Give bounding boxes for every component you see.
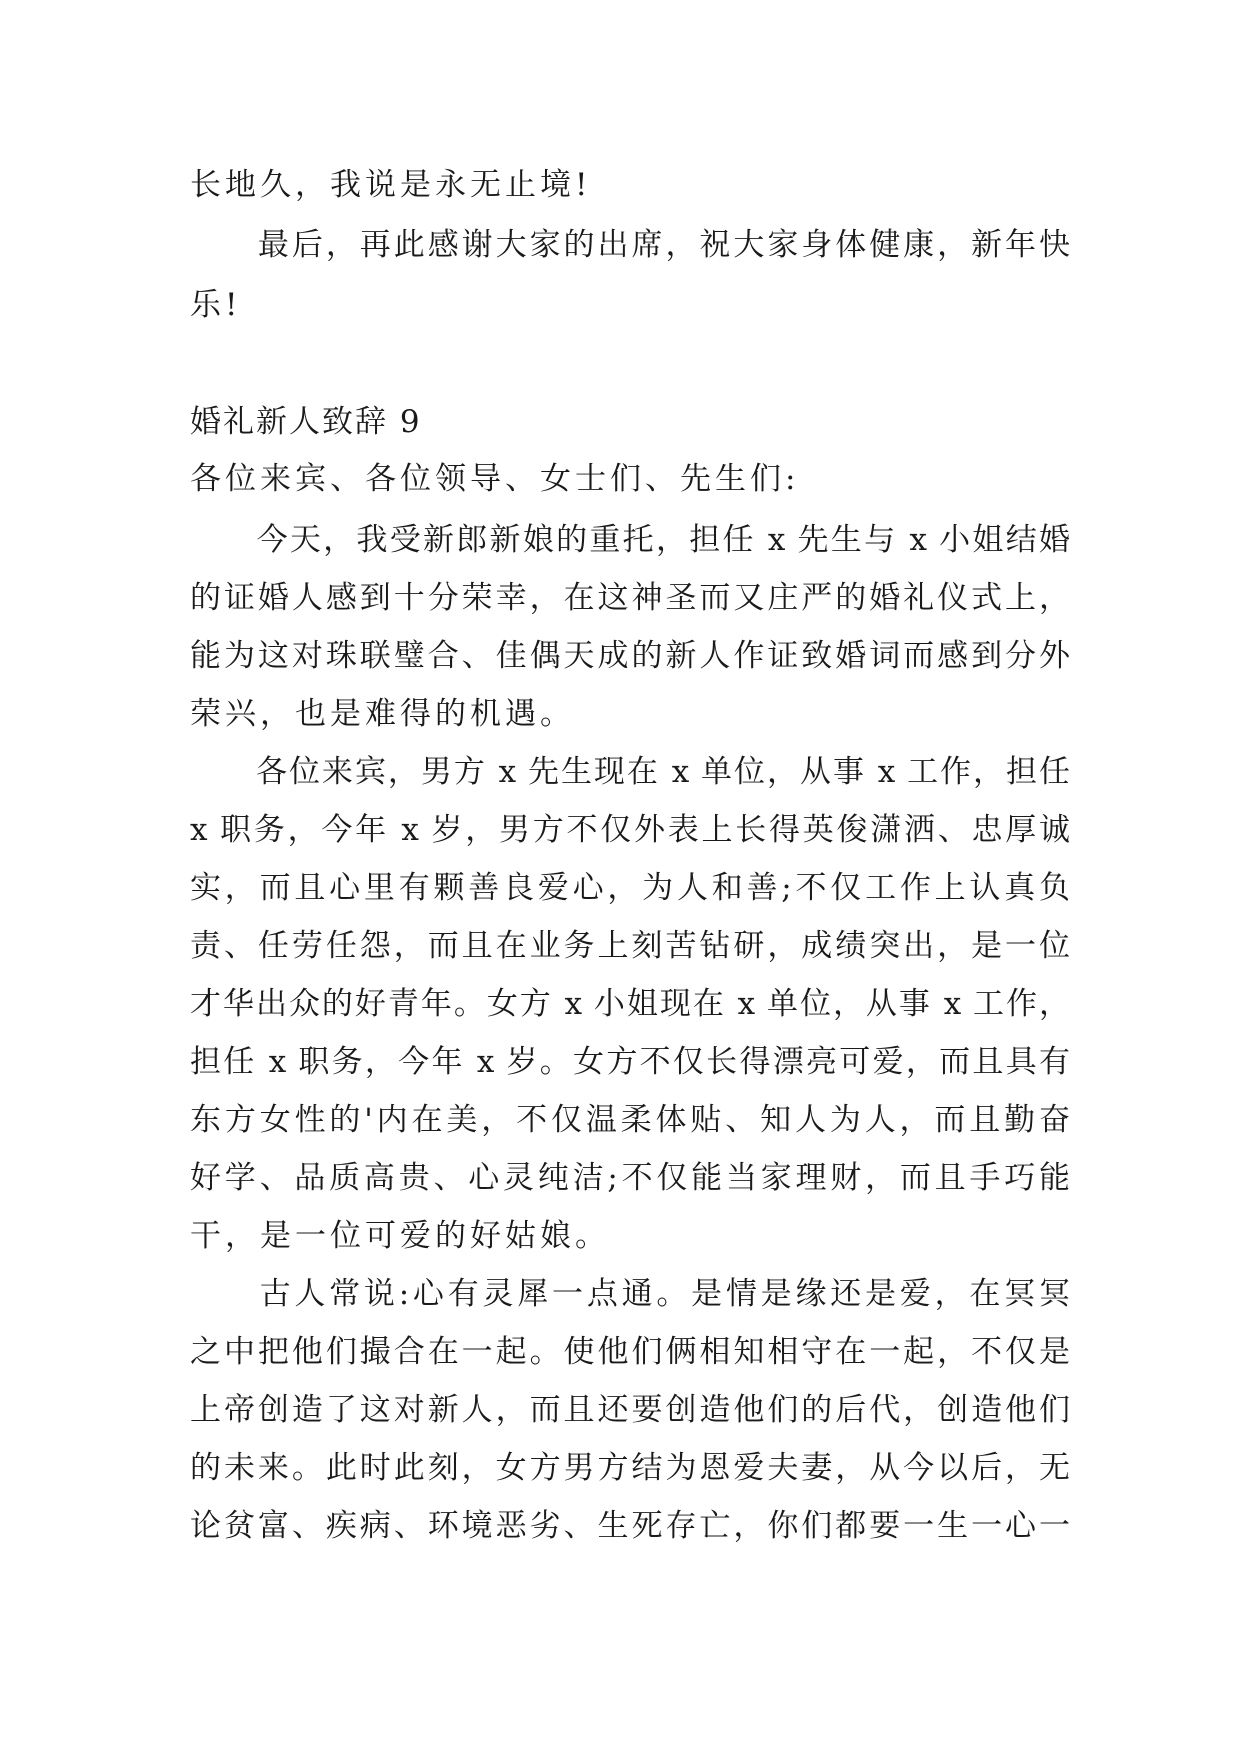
text-line: 各位来宾，男方 x 先生现在 x 单位，从事 x 工作，担任 — [190, 754, 1070, 790]
text-line: 能为这对珠联璧合、佳偶天成的新人作证致婚词而感到分外 — [190, 638, 1070, 674]
text-line: 的未来。此时此刻，女方男方结为恩爱夫妻，从今以后，无 — [190, 1450, 1070, 1486]
salutation: 各位来宾、各位领导、女士们、先生们: — [190, 461, 800, 497]
text-line: 最后，再此感谢大家的出席，祝大家身体健康，新年快 — [190, 227, 1070, 263]
text-line: 实，而且心里有颗善良爱心，为人和善;不仅工作上认真负 — [190, 870, 1070, 906]
text-line: 好学、品质高贵、心灵纯洁;不仅能当家理财，而且手巧能 — [190, 1160, 1070, 1196]
text-line: 今天，我受新郎新娘的重托，担任 x 先生与 x 小姐结婚 — [190, 522, 1070, 558]
text-line: 荣兴，也是难得的机遇。 — [190, 696, 575, 732]
text-line: 古人常说:心有灵犀一点通。是情是缘还是爱，在冥冥 — [190, 1276, 1070, 1312]
text-line: 上帝创造了这对新人，而且还要创造他们的后代，创造他们 — [190, 1392, 1070, 1428]
text-line: 长地久，我说是永无止境! — [190, 167, 592, 203]
section-heading: 婚礼新人致辞 9 — [190, 404, 422, 440]
text-line: 的证婚人感到十分荣幸，在这神圣而又庄严的婚礼仪式上， — [190, 580, 1070, 616]
text-line: 东方女性的'内在美，不仅温柔体贴、知人为人，而且勤奋 — [190, 1102, 1070, 1138]
text-line: 乐! — [190, 287, 242, 323]
text-line: 之中把他们撮合在一起。使他们俩相知相守在一起，不仅是 — [190, 1334, 1070, 1370]
text-line: 论贫富、疾病、环境恶劣、生死存亡，你们都要一生一心一 — [190, 1508, 1070, 1544]
text-line: 责、任劳任怨，而且在业务上刻苦钻研，成绩突出，是一位 — [190, 928, 1070, 964]
text-line: 担任 x 职务，今年 x 岁。女方不仅长得漂亮可爱，而且具有 — [190, 1044, 1070, 1080]
text-line: 才华出众的好青年。女方 x 小姐现在 x 单位，从事 x 工作， — [190, 986, 1070, 1022]
text-line: 干，是一位可爱的好姑娘。 — [190, 1218, 610, 1254]
text-line: x 职务，今年 x 岁，男方不仅外表上长得英俊潇洒、忠厚诚 — [190, 812, 1070, 848]
